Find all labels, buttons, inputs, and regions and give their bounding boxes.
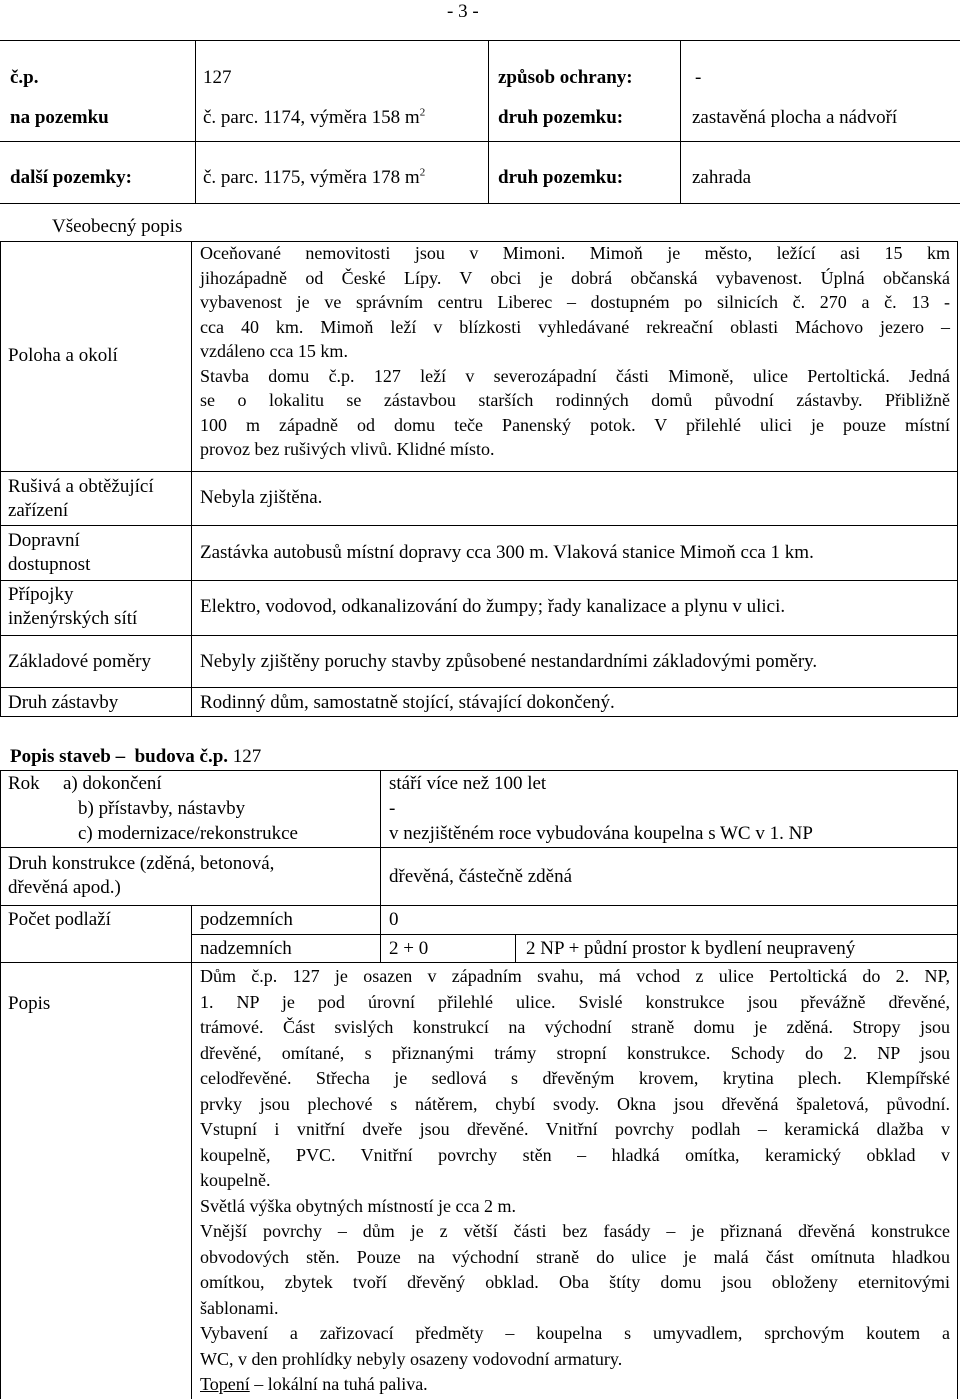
druh-label: druh pozemku: [498,107,624,128]
general-right-border [957,241,958,717]
podzemnich-label: podzemních [200,909,293,930]
general-row-line-3 [0,580,958,581]
rok-a-value: stáří více než 100 let [389,773,547,794]
rusiva-value: Nebyla zjištěna. [200,487,323,508]
zastavba-label: Druh zástavby [8,692,119,713]
nadzemnich-label: nadzemních [200,938,292,959]
poloha-label: Poloha a okolí [8,345,118,366]
druh2-value: zahrada [692,167,752,188]
ochrana-value: - [695,67,702,88]
dalsi-value: č. parc. 1175, výměra 178 $m^2$ [203,166,426,188]
konstr-value: dřevěná, částečně zděná [389,866,573,887]
pozemek-label: na pozemku [10,107,109,128]
buildings-mid-border [380,770,381,905]
general-row-line-1 [0,471,958,472]
podlazi-divider-3 [515,934,516,963]
rok-b-label: b) přístavby, nástavby [78,798,246,819]
rok-b-value: - [389,798,396,819]
podlazi-bottom-border [0,962,958,963]
rok-label: Rok [8,773,40,794]
pripojky-label-2: inženýrských sítí [8,608,138,629]
buildings-right-border [957,770,958,1399]
konstr-label-2: dřevěná apod.) [8,877,121,898]
header-divider-2 [488,40,489,141]
podlazi-row-line [191,934,958,935]
general-title: Všeobecný popis [52,216,183,237]
buildings-left-border [0,770,1,1399]
rusiva-label-2: zařízení [8,500,69,521]
doprava-value: Zastávka autobusů místní dopravy cca 300 m. Vlaková stanice Mimoň cca 1 km. [200,542,814,563]
general-left-border [0,241,1,717]
general-row-line-2 [0,525,958,526]
ochrana-label: způsob ochrany: [498,67,633,88]
podzemnich-value: 0 [389,909,399,930]
pozemek-value: č. parc. 1174, výměra 158 $m^2$ [203,106,426,128]
topeni-line: Topení – lokální na tuhá paliva. [200,1374,428,1394]
header-bottom-border [0,203,960,204]
dalsi-label: další pozemky: [10,167,132,188]
general-bottom-border [0,716,958,717]
buildings-top-border [0,770,958,771]
podlazi-divider-1 [191,905,192,1399]
header-divider-3 [680,40,681,141]
rok-a-label: a) dokončení [63,773,162,794]
doprava-label-1: Dopravní [8,530,80,551]
druh-value: zastavěná plocha a nádvoří [692,107,898,128]
zaklad-label: Základové poměry [8,651,151,672]
nadzemnich-value: 2 + 0 [389,938,429,959]
zaklad-value: Nebyly zjištěny poruchy stavby způsobené nestandardními základovými poměry. [200,651,818,672]
doprava-label-2: dostupnost [8,554,91,575]
konstr-top-border [0,847,958,848]
header-mid-border [0,141,960,142]
podlazi-top-border [0,905,958,906]
konstr-label-1: Druh konstrukce (zděná, betonová, [8,853,275,874]
pripojky-label-1: Přípojky [8,584,74,605]
rok-c-label: c) modernizace/rekonstrukce [78,823,298,844]
poloha-text: Oceňované nemovitosti jsou v Mimoni. Mimoň je město, ležící asi 15 km jihozápadně od České Lípy. V obci je dobrá občanská vybavenost. Úplná občanská vybavenost je ve správním centru Liberec – dostupném po silnicích č. 270 a č. 13 - cca 40 km. Mimoň leží v blízkosti vyhledávané rekreační oblasti Máchovo jezero – vzdáleno cca 15 km. Stavba domu č.p. 127 leží v severozápadní části Mimoně, ulice Pertoltická. Jedná se o lokalitu se zástavbou starších rodinných domů původní zástavby. Přibližně 100 m západně od domu teče Panenský potok. V přilehlé ulici je pouze místní provoz bez rušivých vlivů. Klidné místo. [200,243,950,459]
cp-value: 127 [203,67,232,88]
header-divider-6 [680,141,681,203]
nadzemnich-note: 2 NP + půdní prostor k bydlení neupravený [526,938,856,959]
header-divider-1 [195,40,196,141]
popis-label: Popis [8,993,51,1014]
cp-label: č.p. [10,67,39,88]
general-row-line-5 [0,687,958,688]
page-number: - 3 - [447,1,479,22]
popis-text: Dům č.p. 127 je osazen v západním svahu, má vchod z ulice Pertoltická do 2. NP, 1. NP je pod úrovní přilehlé ulice. Svislé konstrukce jsou převážně dřevěné, trámové. Část svislých konstrukcí na východní straně domu je zděná. Stropy jsou dřevěné, omítané, s přiznanými trámy stropní konstrukce. Schody do 2. NP jsou celodřevěné. Střecha je sedlová s dřevěným krovem, krytina plech. Klempířské prvky jsou plechové s nátěrem, chybí svody. Okna jsou dřevěná špaletová, původní. Vstupní i vnitřní dveře jsou dřevěné. Vnitřní povrchy podlah – keramická dlažba v koupelně, PVC. Vnitřní povrchy stěn – hladká omítka, keramický obklad v koupelně. Světlá výška obytných místností je cca 2 m. Vnější povrchy – dům je z větší části bez fasády – je přiznaná dřevěná konstrukce obvodových stěn. Pouze na východní straně do ulice je malá část omítnuta hladkou omítkou, zbytek tvoří dřevěný obklad. Oba štíty domu jsou obloženy eternitovými šablonami. Vybavení a zařizovací předměty – koupelna s umyvadlem, sprchovým koutem a WC, v den prohlídky nebyly osazeny vodovodní armatury. Topení – lokální na tuhá paliva. [200,964,950,1398]
general-row-line-4 [0,635,958,636]
general-mid-border [191,241,192,717]
buildings-title: Popis staveb – budova č.p. 127 [10,746,262,767]
zastavba-value: Rodinný dům, samostatně stojící, stávající dokončený. [200,692,615,713]
rok-c-value: v nezjištěném roce vybudována koupelna s WC v 1. NP [389,823,813,844]
header-divider-5 [488,141,489,203]
podlazi-label: Počet podlaží [8,909,111,930]
druh2-label: druh pozemku: [498,167,624,188]
header-top-border [0,40,960,41]
header-divider-4 [195,141,196,203]
rusiva-label-1: Rušivá a obtěžující [8,476,154,497]
pripojky-value: Elektro, vodovod, odkanalizování do žumpy; řady kanalizace a plynu v ulici. [200,596,786,617]
